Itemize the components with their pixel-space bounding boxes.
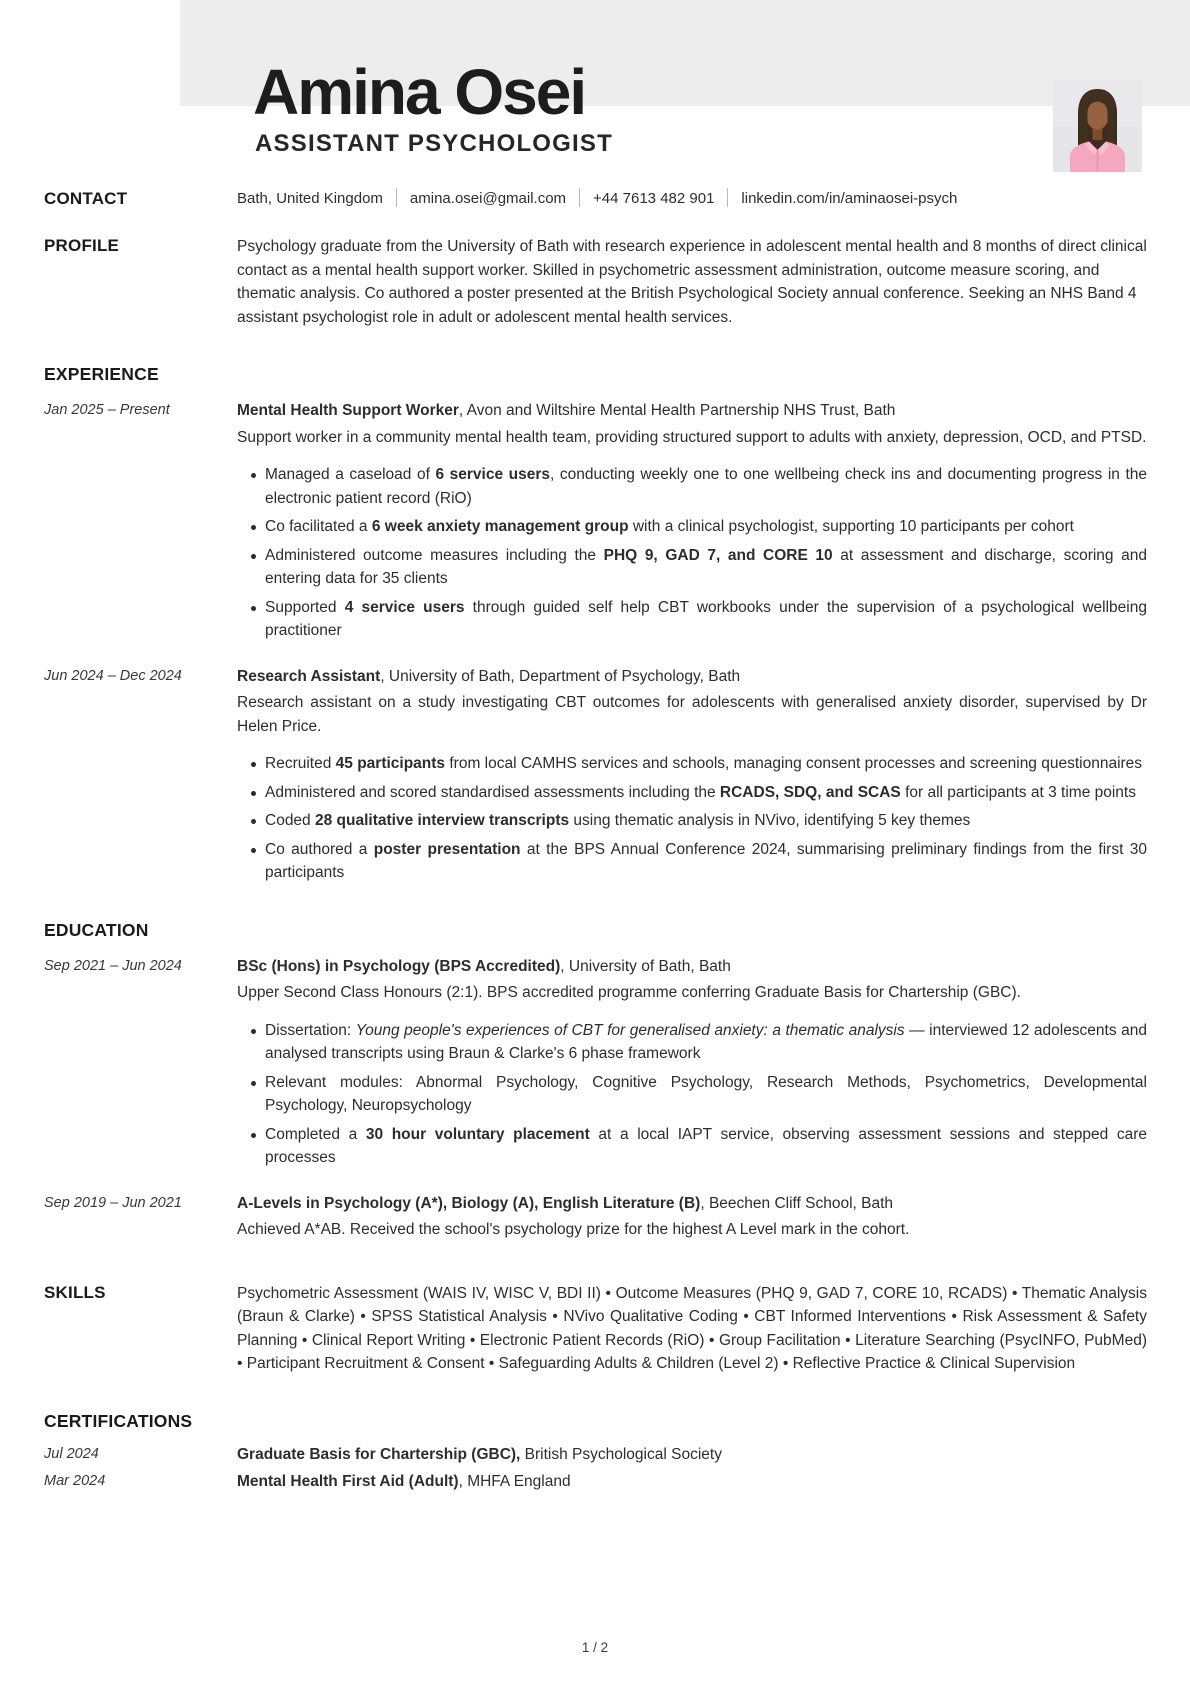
bullet-text: Administered and scored standardised assessments including the RCADS, SDQ, and SCAS for all participants at 3 time points [265, 783, 1136, 801]
profile-label: PROFILE [44, 236, 120, 255]
bullet-item [237, 1019, 1147, 1066]
bullet-dot [237, 1071, 265, 1118]
entry-bullets [237, 1019, 1147, 1170]
experience-entry [0, 399, 1190, 643]
profile-text: Psychology graduate from the University of Bath with research experience in adolescent mental health and 8 months of direct clinical contact as a mental health support worker. Skilled in psychometric assessment administration, outcome measure scoring, and thematic analysis. Co authored a poster presented at the British Psychological Society annual conference. Seeking an NHS Band 4 assistant psychologist role in adult or adolescent mental health services. [237, 238, 1147, 326]
entry-bullets [237, 752, 1147, 885]
entry-summary: Upper Second Class Honours (2:1). BPS accredited programme conferring Graduate Basis for Chartership (GBC). [237, 984, 1021, 1001]
header [0, 0, 1190, 172]
skills-label: SKILLS [44, 1282, 106, 1302]
bullet-text: Dissertation: Young people's experiences of CBT for generalised anxiety: a thematic analysis — interviewed 12 adolescents and analysed transcripts using Braun & Clarke's 6 phase framework [265, 1021, 1148, 1062]
contact-divider [579, 188, 580, 207]
candidate-name: Amina Osei [253, 56, 586, 128]
bullet-text: Recruited 45 participants from local CAMHS services and schools, managing consent processes and screening questionnaires [265, 755, 1143, 772]
entry-dates: Sep 2021 – Jun 2024 [44, 957, 182, 974]
bullet-item [237, 596, 1147, 643]
entry-title: BSc (Hons) in Psychology (BPS Accredited), University of Bath, Bath [237, 957, 731, 975]
bullet-item [237, 544, 1147, 591]
entry-dates: Sep 2019 – Jun 2021 [44, 1194, 182, 1211]
skills-text: Psychometric Assessment (WAIS IV, WISC V, BDI II) • Outcome Measures (PHQ 9, GAD 7, CORE 10, RCADS) • Thematic Analysis (Braun & Clarke) • SPSS Statistical Analysis • NVivo Qualitative Coding • CBT Informed Interventions • Risk Assessment & Safety Planning • Clinical Report Writing • Electronic Patient Records (RiO) • Group Facilitation • Literature Searching (PsycINFO, PubMed) • Participant Recruitment & Consent • Safeguarding Adults & Children (Level 2) • Reflective Practice & Clinical Supervision [237, 1284, 1147, 1372]
contact-line [237, 188, 1147, 210]
contact-divider [396, 188, 397, 207]
bullet-text: Co authored a poster presentation at the BPS Annual Conference 2024, summarising preliminary findings from the first 30 participants [265, 840, 1147, 881]
bullet-item [237, 463, 1147, 510]
bullet-dot [237, 838, 265, 885]
certification-title: Graduate Basis for Chartership (GBC), British Psychological Society [237, 1445, 722, 1463]
bullet-item [237, 838, 1147, 885]
experience-entry [0, 665, 1190, 885]
entry-dates: Jun 2024 – Dec 2024 [44, 667, 182, 684]
entry-content [237, 955, 1147, 1170]
bullet-text: Supported 4 service users through guided self help CBT workbooks under the supervision of a psychological wellbeing practitioner [265, 598, 1147, 639]
bullet-text: Administered outcome measures including the PHQ 9, GAD 7, and CORE 10 at assessment and discharge, scoring and entering data for 35 clients [265, 546, 1147, 587]
profile-photo [1053, 80, 1142, 172]
entry-summary: Support worker in a community mental health team, providing structured support to adults with anxiety, depression, OCD, and PTSD. [237, 428, 1147, 446]
certifications-heading: CERTIFICATIONS [44, 1410, 193, 1431]
bullet-text: Managed a caseload of 6 service users, conducting weekly one to one wellbeing check ins and documenting progress in the electronic patient record (RiO) [265, 466, 1147, 507]
page-number: 1 / 2 [581, 1640, 609, 1655]
entry-title: A-Levels in Psychology (A*), Biology (A), English Literature (B), Beechen Cliff School, Bath [237, 1194, 894, 1212]
bullet-item [237, 515, 1147, 539]
bullet-dot [237, 1123, 265, 1170]
bullet-dot [237, 544, 265, 591]
bullet-text: Completed a 30 hour voluntary placement at a local IAPT service, observing assessment sessions and stepped care processes [265, 1125, 1147, 1166]
entry-title: Mental Health Support Worker, Avon and Wiltshire Mental Health Partnership NHS Trust, Bath [237, 402, 896, 419]
bullet-item [237, 781, 1147, 805]
entry-content [237, 1192, 1147, 1242]
experience-heading: EXPERIENCE [44, 364, 159, 384]
entry-content [237, 399, 1147, 643]
bullet-item [237, 809, 1147, 833]
education-heading: EDUCATION [44, 919, 149, 940]
profile-section [0, 235, 1190, 329]
bullet-text: Relevant modules: Abnormal Psychology, Cognitive Psychology, Research Methods, Psychometrics, Developmental Psychology, Neuropsychology [265, 1073, 1147, 1114]
entry-summary: Achieved A*AB. Received the school's psychology prize for the highest A Level mark in the cohort. [237, 1221, 910, 1238]
bullet-item [237, 1123, 1147, 1170]
candidate-job-title: ASSISTANT PSYCHOLOGIST [255, 130, 613, 157]
bullet-dot [237, 809, 265, 833]
certification-entry [0, 1443, 1190, 1467]
contact-location: Bath, United Kingdom [237, 190, 383, 207]
profile-photo-graphic [1053, 80, 1142, 172]
entry-bullets [237, 463, 1147, 643]
contact-section [0, 188, 1190, 210]
entry-title: Research Assistant, University of Bath, Department of Psychology, Bath [237, 667, 741, 685]
contact-email: amina.osei@gmail.com [409, 190, 567, 207]
education-entry [0, 955, 1190, 1170]
entry-content [237, 665, 1147, 885]
certification-title: Mental Health First Aid (Adult), MHFA England [237, 1473, 571, 1490]
entry-dates: Mar 2024 [44, 1473, 106, 1489]
bullet-dot [237, 752, 265, 776]
entry-summary: Research assistant on a study investigating CBT outcomes for adolescents with generalised anxiety disorder, supervised by Dr Helen Price. [237, 694, 1147, 735]
certification-entry [0, 1470, 1190, 1494]
contact-linkedin: linkedin.com/in/aminaosei-psych [741, 190, 958, 207]
bullet-text: Coded 28 qualitative interview transcripts using thematic analysis in NVivo, identifying 5 key themes [265, 812, 971, 829]
contact-label: CONTACT [44, 189, 128, 208]
entry-dates: Jul 2024 [44, 1445, 99, 1462]
bullet-item [237, 1071, 1147, 1118]
education-entry [0, 1192, 1190, 1242]
entry-dates: Jan 2025 – Present [44, 402, 170, 418]
bullet-dot [237, 781, 265, 805]
bullet-item [237, 752, 1147, 776]
contact-phone: +44 7613 482 901 [593, 190, 715, 207]
bullet-dot [237, 596, 265, 643]
contact-divider [727, 188, 728, 207]
bullet-dot [237, 1019, 265, 1066]
bullet-text: Co facilitated a 6 week anxiety management group with a clinical psychologist, supporting 10 participants per cohort [265, 518, 1074, 535]
bullet-dot [237, 515, 265, 539]
bullet-dot [237, 463, 265, 510]
skills-section [0, 1282, 1190, 1376]
